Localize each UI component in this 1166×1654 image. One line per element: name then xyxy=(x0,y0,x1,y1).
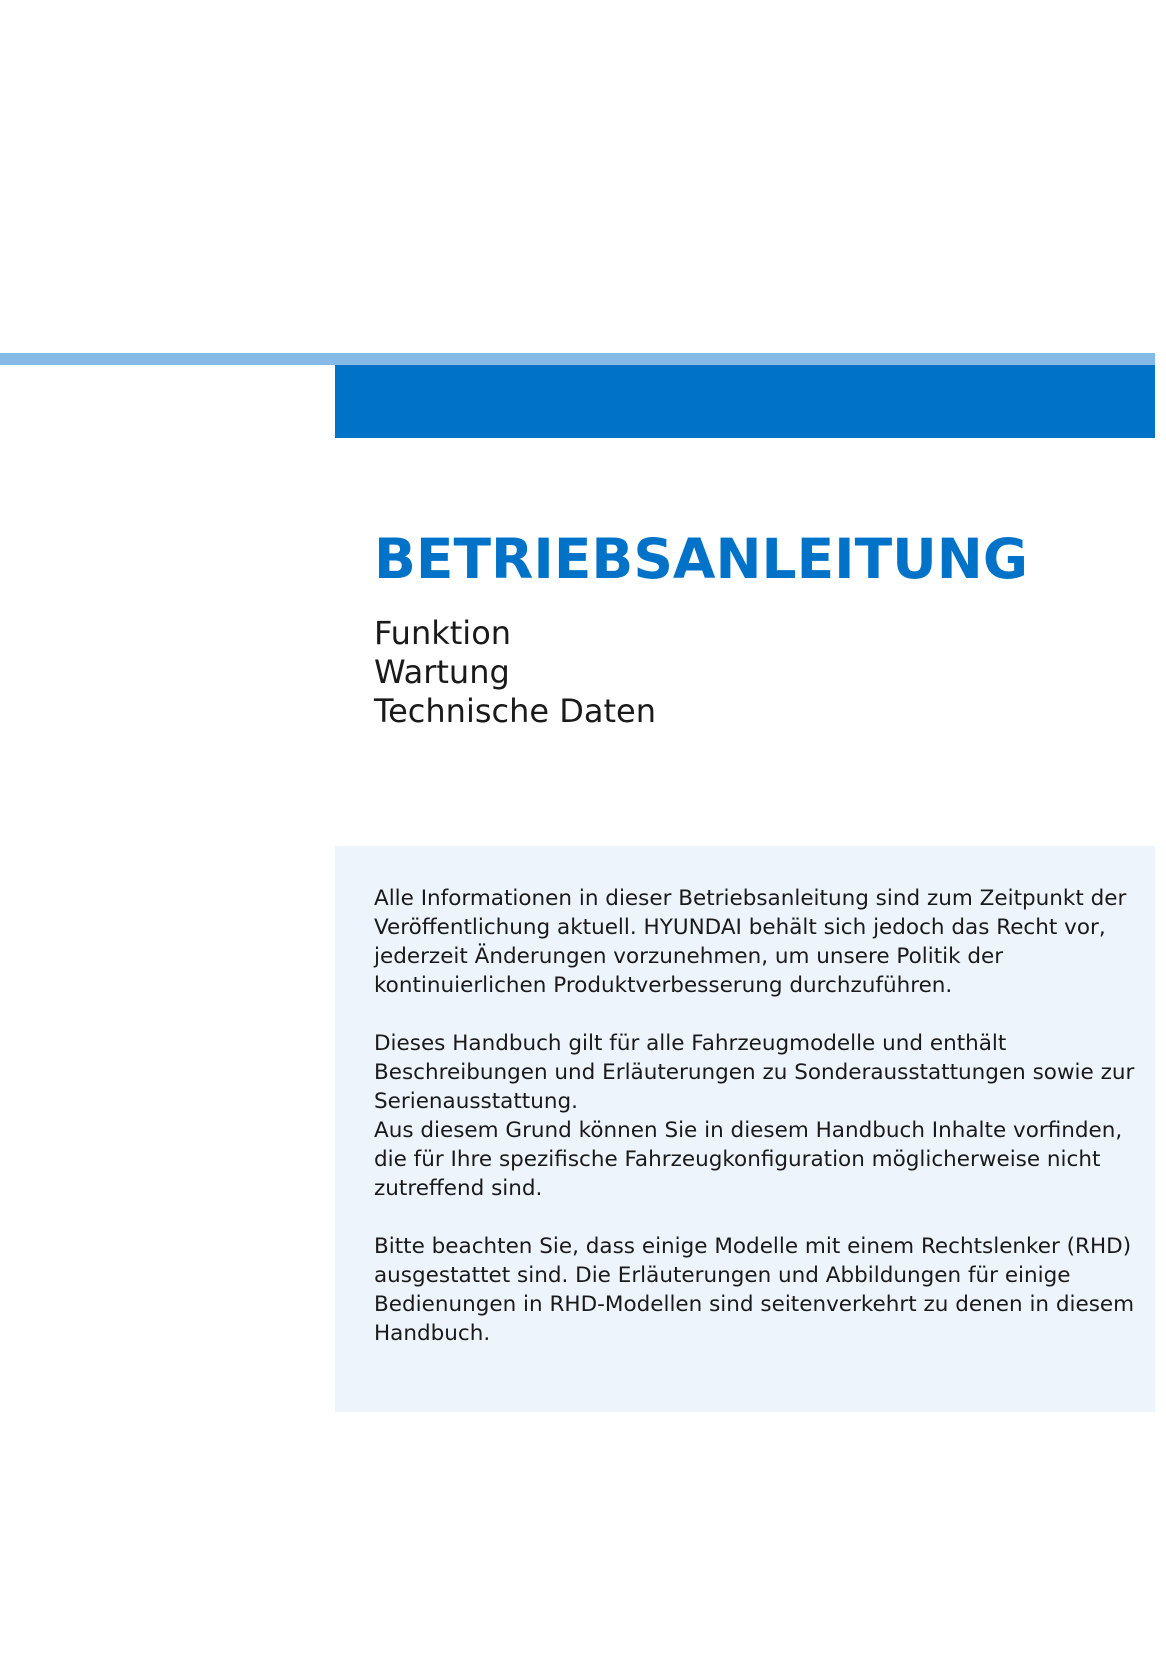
subtitle-maintenance: Wartung xyxy=(374,653,510,691)
notice-paragraph-scope: Dieses Handbuch gilt für alle Fahrzeugmodelle und enthält Beschreibungen und Erläuterungen zu Sonderausstattungen sowie zur Serienausstattung. xyxy=(374,1031,1135,1114)
header-band xyxy=(335,365,1155,438)
notice-paragraph-configuration: Aus diesem Grund können Sie in diesem Handbuch Inhalte vorfinden, die für Ihre spezifische Fahrzeugkonfiguration möglicherweise nicht zutreffend sind. xyxy=(374,1118,1123,1201)
notice-paragraph-rhd: Bitte beachten Sie, dass einige Modelle mit einem Rechtslenker (RHD) ausgestattet sind. Die Erläuterungen und Abbildungen für einige Bedienungen in RHD-Modellen sind seitenverkehrt zu denen in diesem Handbuch. xyxy=(374,1234,1135,1346)
notice-paragraph-validity: Alle Informationen in dieser Betriebsanleitung sind zum Zeitpunkt der Veröffentlichung aktuell. HYUNDAI behält sich jedoch das Recht vor, jederzeit Änderungen vorzunehmen, um unsere Politik der kontinuierlichen Produktverbesserung durchzuführen. xyxy=(374,886,1127,998)
subtitle-technical-data: Technische Daten xyxy=(374,692,657,730)
notice-box xyxy=(335,846,1155,1412)
top-accent-stripe xyxy=(0,353,1155,365)
subtitle-function: Funktion xyxy=(374,614,512,652)
subtitle-list xyxy=(374,614,656,731)
document-title: BETRIEBSANLEITUNG xyxy=(374,527,1028,591)
